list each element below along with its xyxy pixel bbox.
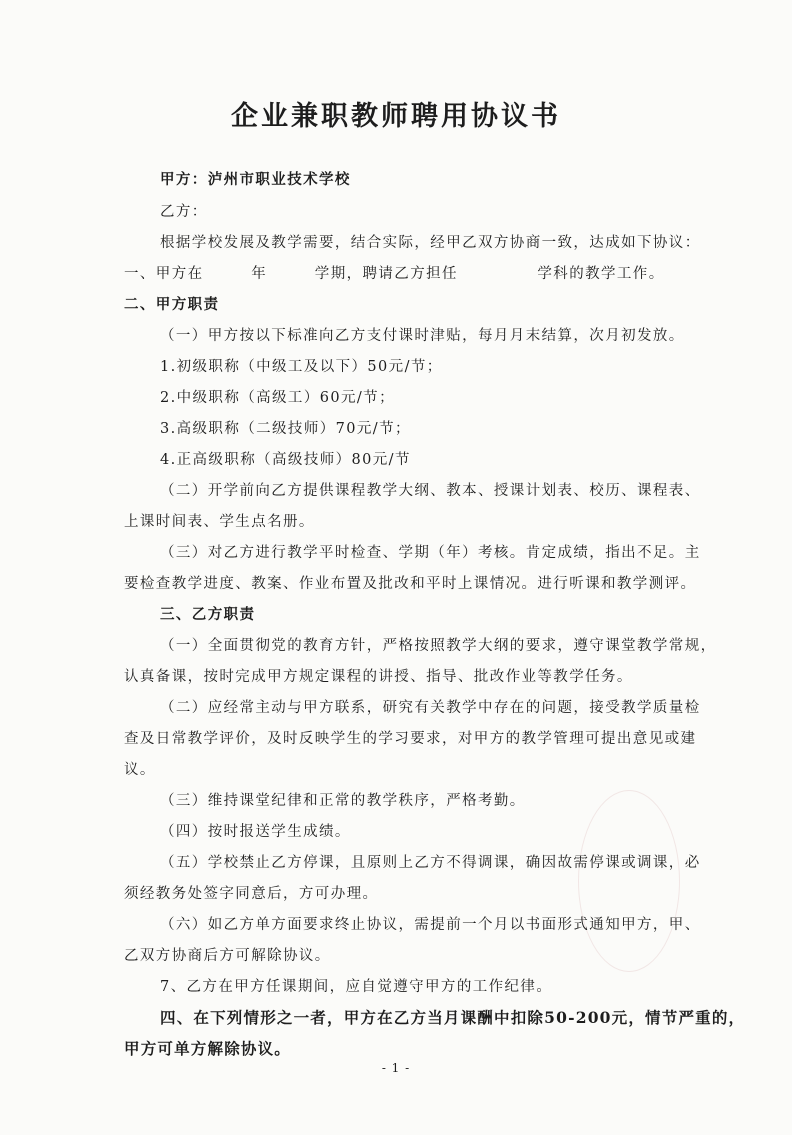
rate-item-1: 1.初级职称（中级工及以下）50元/节；	[160, 359, 443, 375]
section-four-line-2: 甲方可单方解除协议。	[124, 1039, 292, 1058]
faint-seal-mark	[578, 790, 680, 972]
section-two-item-3-line-2: 要检查教学进度、教案、作业布置及批改和平时上课情况。进行听课和教学测评。	[124, 576, 697, 592]
rate-item-2: 2.中级职称（高级工）60元/节；	[160, 390, 395, 406]
section-four-line-1: 四、在下列情形之一者，甲方在乙方当月课酬中扣除50-200元，情节严重的，	[160, 1008, 746, 1027]
section-three-heading: 三、乙方职责	[160, 606, 256, 623]
section-two-item-3-line-1: （三）对乙方进行教学平时检查、学期（年）考核。肯定成绩，指出不足。主	[160, 545, 701, 561]
section-three-item-6-line-1: （六）如乙方单方面要求终止协议，需提前一个月以书面形式通知甲方，甲、	[160, 917, 701, 933]
section-three-item-5-line-1: （五）学校禁止乙方停课，且原则上乙方不得调课，确因故需停课或调课，必	[160, 855, 701, 871]
section-three-item-7: 7、乙方在甲方任课期间，应自觉遵守甲方的工作纪律。	[160, 979, 553, 995]
section-three-item-1-line-2: 认真备课，按时完成甲方规定课程的讲授、指导、批改作业等教学任务。	[124, 669, 633, 685]
rate-item-4: 4.正高级职称（高级技师）80元/节	[160, 452, 411, 468]
party-a: 甲方：泸州市职业技术学校	[160, 171, 351, 188]
document-title: 企业兼职教师聘用协议书	[231, 101, 561, 132]
party-b: 乙方：	[160, 204, 208, 220]
section-three-item-2-line-1: （二）应经常主动与甲方联系，研究有关教学中存在的问题，接受教学质量检	[160, 700, 701, 716]
section-three-item-3: （三）维持课堂纪律和正常的教学秩序，严格考勤。	[160, 793, 526, 809]
section-three-item-5-line-2: 须经教务处签字同意后，方可办理。	[124, 886, 379, 902]
section-two-heading: 二、甲方职责	[124, 296, 220, 313]
section-two-item-2-line-2: 上课时间表、学生点名册。	[124, 514, 315, 530]
page-number: - 1 -	[381, 1061, 411, 1075]
section-three-item-2-line-3: 议。	[124, 762, 156, 778]
section-three-item-6-line-2: 乙双方协商后方可解除协议。	[124, 948, 331, 964]
section-three-item-1-line-1: （一）全面贯彻党的教育方针，严格按照教学大纲的要求，遵守课堂教学常规，	[160, 638, 717, 654]
section-three-item-4: （四）按时报送学生成绩。	[160, 824, 351, 840]
section-three-item-2-line-2: 查及日常教学评价，及时反映学生的学习要求，对甲方的教学管理可提出意见或建	[124, 731, 697, 747]
clause-one: 一、甲方在 年 学期，聘请乙方担任 学科的教学工作。	[124, 266, 665, 282]
section-two-item-2-line-1: （二）开学前向乙方提供课程教学大纲、教本、授课计划表、校历、课程表、	[160, 483, 701, 499]
rate-item-3: 3.高级职称（二级技师）70元/节；	[160, 421, 411, 437]
intro-paragraph: 根据学校发展及教学需要，结合实际，经甲乙双方协商一致，达成如下协议：	[160, 235, 701, 251]
section-two-item-1: （一）甲方按以下标准向乙方支付课时津贴，每月月末结算，次月初发放。	[160, 328, 685, 344]
